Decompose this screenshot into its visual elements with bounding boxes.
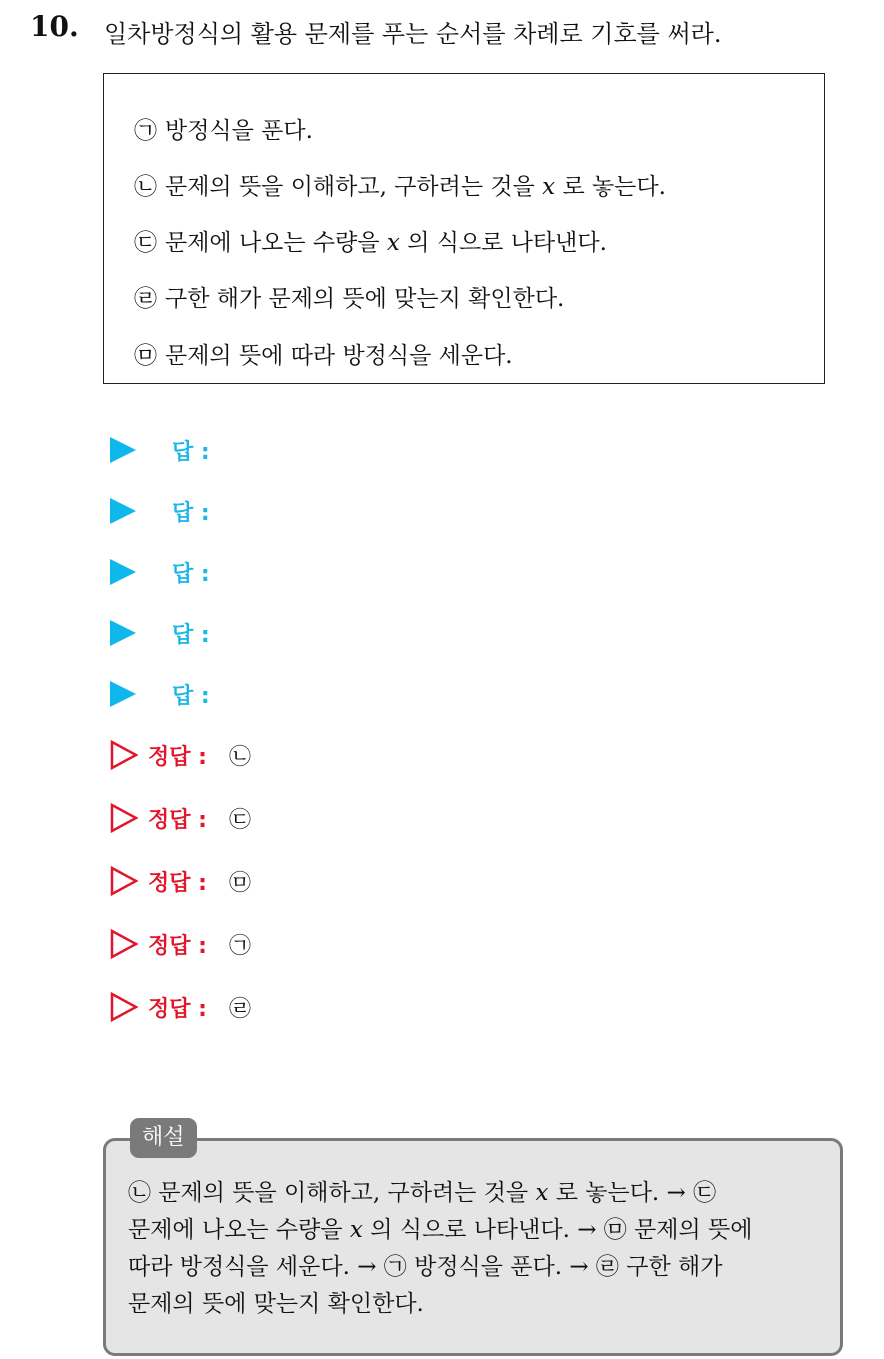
answer-key-value: ㉠ <box>228 933 251 959</box>
variable-x: x <box>535 1180 549 1206</box>
triangle-outline-icon <box>110 740 138 770</box>
explanation-line: 따라 방정식을 세운다. → ㉠ 방정식을 푼다. → ㉣ 구한 해가 <box>128 1254 723 1280</box>
step-text: 문제의 뜻에 따라 방정식을 세운다. <box>165 343 513 369</box>
answer-key-row <box>110 737 251 773</box>
variable-x: x <box>386 230 400 256</box>
answer-key-value: ㉤ <box>228 870 251 896</box>
answer-key-row <box>110 926 251 962</box>
explanation-line <box>128 1212 820 1249</box>
step-text: 문제의 뜻을 이해하고, 구하려는 것을 <box>165 174 535 200</box>
answer-key-label: 정답 : <box>148 996 207 1022</box>
answer-key-value: ㉡ <box>228 744 251 770</box>
question-number: 10. <box>30 10 79 43</box>
step-text: 의 식으로 나타낸다. <box>407 230 607 256</box>
triangle-outline-icon <box>110 992 138 1022</box>
answer-key-row <box>110 800 251 836</box>
answer-label: 답 : <box>172 683 210 709</box>
step-text: 방정식을 푼다. <box>165 118 313 144</box>
answer-key-label: 정답 : <box>148 870 207 896</box>
question-text: 일차방정식의 활용 문제를 푸는 순서를 차례로 기호를 써라. <box>104 20 722 48</box>
step-text: 구한 해가 문제의 뜻에 맞는지 확인한다. <box>165 286 565 312</box>
triangle-right-icon <box>110 620 136 646</box>
answer-label: 답 : <box>172 622 210 648</box>
explanation-box <box>103 1138 843 1356</box>
triangle-outline-icon <box>110 866 138 896</box>
triangle-outline-icon <box>110 929 138 959</box>
step-mark: ㉢ <box>134 230 157 256</box>
triangle-outline-icon <box>110 803 138 833</box>
answer-row[interactable] <box>110 615 210 651</box>
answer-key-label: 정답 : <box>148 744 207 770</box>
answer-row[interactable] <box>110 554 210 590</box>
explanation-text: 의 식으로 나타낸다. → ㉤ 문제의 뜻에 <box>370 1217 753 1243</box>
step-item <box>134 337 513 370</box>
step-mark: ㉤ <box>134 343 157 369</box>
step-item <box>134 112 313 145</box>
answer-row[interactable] <box>110 676 210 712</box>
step-mark: ㉡ <box>134 174 157 200</box>
step-item <box>134 280 564 313</box>
explanation-tag: 해설 <box>130 1118 197 1158</box>
step-mark: ㉣ <box>134 286 157 312</box>
triangle-right-icon <box>110 498 136 524</box>
step-text: 로 놓는다. <box>562 174 666 200</box>
variable-x: x <box>349 1217 363 1243</box>
triangle-right-icon <box>110 437 136 463</box>
answer-key-value: ㉣ <box>228 996 251 1022</box>
triangle-right-icon <box>110 559 136 585</box>
answer-key-row <box>110 989 251 1025</box>
steps-box <box>103 73 825 384</box>
step-item <box>134 168 666 201</box>
explanation-text: 문제에 나오는 수량을 <box>128 1217 343 1243</box>
explanation-line: 문제의 뜻에 맞는지 확인한다. <box>128 1291 424 1317</box>
answer-key-label: 정답 : <box>148 933 207 959</box>
step-item <box>134 224 607 257</box>
step-text: 문제에 나오는 수량을 <box>165 230 380 256</box>
answer-row[interactable] <box>110 493 210 529</box>
step-mark: ㉠ <box>134 118 157 144</box>
explanation-text: ㉡ 문제의 뜻을 이해하고, 구하려는 것을 <box>128 1180 529 1206</box>
answer-key-row <box>110 863 251 899</box>
answer-row[interactable] <box>110 432 210 468</box>
answer-label: 답 : <box>172 439 210 465</box>
explanation-text: 로 놓는다. → ㉢ <box>555 1180 717 1206</box>
answer-label: 답 : <box>172 561 210 587</box>
triangle-right-icon <box>110 681 136 707</box>
answer-label: 답 : <box>172 500 210 526</box>
answer-key-label: 정답 : <box>148 807 207 833</box>
variable-x: x <box>542 174 556 200</box>
explanation-line <box>128 1175 820 1212</box>
answer-key-value: ㉢ <box>228 807 251 833</box>
